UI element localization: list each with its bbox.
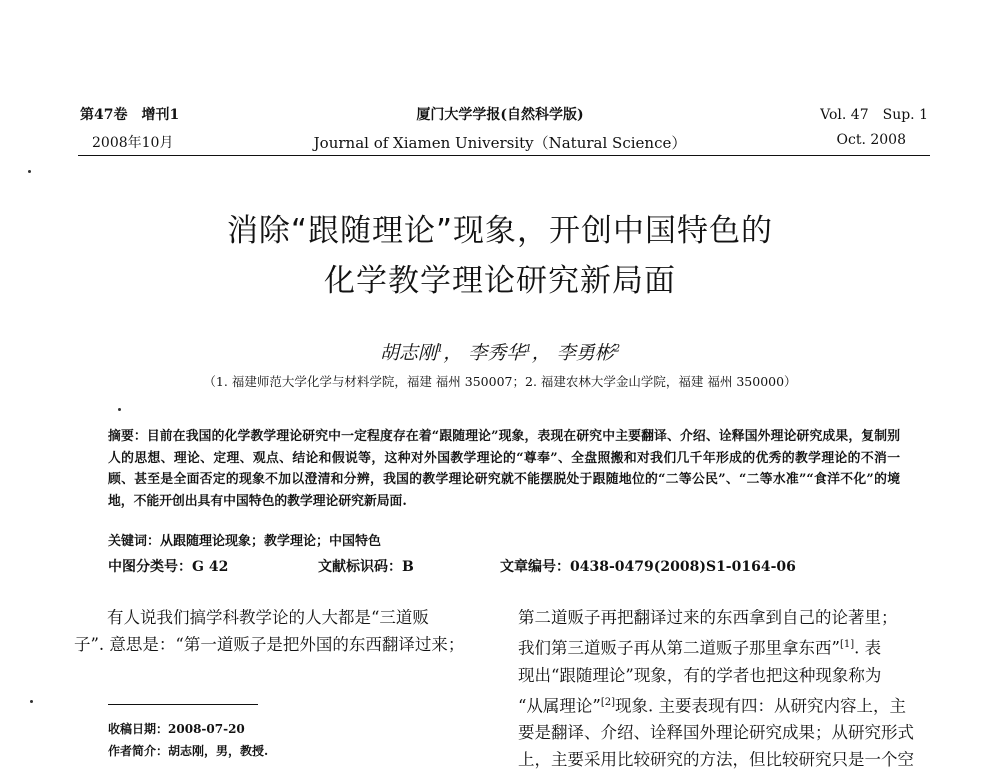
- citation: [1]: [839, 639, 855, 650]
- bio-label: 作者简介：: [108, 744, 169, 758]
- affiliations: （1. 福建师范大学化学与材料学院，福建 福州 350007；2. 福建农林大学金山学院，福建 福州 350000）: [203, 374, 797, 389]
- abstract-label: 摘要：: [108, 429, 147, 444]
- scan-speck: [28, 170, 31, 173]
- citation: [2]: [600, 696, 616, 708]
- received-label: 收稿日期：: [108, 722, 169, 736]
- header-rule: [78, 155, 930, 156]
- header-date-en: Oct. 2008: [836, 132, 906, 148]
- document-code: [318, 556, 414, 576]
- header-journal-cn: 厦门大学学报(自然科学版): [416, 107, 584, 123]
- footnote-rule: [108, 704, 258, 705]
- title-line-1: 消除“跟随理论”现象，开创中国特色的: [226, 213, 774, 249]
- author-separator: ，: [531, 342, 551, 364]
- scan-speck: [118, 408, 121, 411]
- article-number-value: 0438-0479(2008)S1-0164-06: [570, 559, 796, 575]
- author-separator: ，: [443, 342, 463, 364]
- author-affiliation-mark: 2: [613, 343, 621, 355]
- header-vol-en: Vol. 47 Sup. 1: [820, 107, 928, 123]
- clc-value: G 42: [192, 559, 229, 575]
- received-value: 2008-07-20: [168, 722, 245, 736]
- body-line: 我们第三道贩子再从第二道贩子那里拿东西”[1]. 表: [518, 638, 882, 658]
- clc-label: 中图分类号：: [108, 559, 192, 575]
- keywords: [108, 530, 381, 549]
- keywords-text: 从跟随理论现象；教学理论；中国特色: [160, 534, 382, 549]
- title-line-2: 化学教学理论研究新局面: [324, 263, 676, 299]
- keywords-label: 关键词：: [108, 534, 161, 549]
- abstract: [108, 426, 900, 512]
- footnote-received: [108, 720, 245, 737]
- doc-value: B: [402, 559, 414, 575]
- abstract-text: 目前在我国的化学教学理论研究中一定程度存在着“跟随理论”现象，表现在研究中主要翻译、介绍、诠释国外理论研究成果，复制别人的思想、理论、定理、观点、结论和假说等，这种对外国教学理论的“尊奉”、全盘照搬和对我们几千年形成的优秀的教学理论的不消一顾、甚至是全面否定的现象不加以澄清和分辨，我国的教学理论研究就不能摆脱处于跟随地位的“二等公民”、“二等水准”“食洋不化”的境地，不能开创出具有中国特色的教学理论研究新局面.: [108, 429, 900, 509]
- body-left-column: [74, 604, 464, 658]
- scan-speck: [30, 700, 33, 703]
- article-number-label: 文章编号：: [500, 559, 570, 575]
- author-name: 李秀华: [468, 342, 526, 364]
- header-volume: 第47卷 增刊1: [80, 107, 180, 123]
- author-name: 胡志刚: [379, 342, 437, 364]
- header-journal-en: Journal of Xiamen University（Natural Science）: [313, 134, 687, 152]
- bio-value: 胡志刚，男，教授.: [168, 744, 269, 758]
- body-line: 上，主要采用比较研究的方法，但比较研究只是一个空: [518, 750, 914, 769]
- authors: [0, 338, 1000, 365]
- header-date-cn: 2008年10月: [92, 135, 174, 151]
- footnote-bio: [108, 742, 268, 759]
- article-number: [500, 556, 796, 576]
- body-line: “从属理论”[2]现象. 主要表现有四：从研究内容上，主: [518, 696, 907, 715]
- body-line: 有人说我们搞学科教学论的人大都是“三道贩: [74, 608, 429, 627]
- doc-label: 文献标识码：: [318, 559, 402, 575]
- author-name: 李勇彬: [556, 342, 614, 364]
- body-line: 子”. 意思是：“第一道贩子是把外国的东西翻译过来；: [74, 635, 465, 654]
- body-right-column: [518, 604, 914, 773]
- body-line: 第二道贩子再把翻译过来的东西拿到自己的论著里；: [518, 608, 898, 627]
- author-affiliation-mark: 1: [436, 343, 444, 355]
- body-line: 现出“跟随理论”现象，有的学者也把这种现象称为: [518, 665, 882, 685]
- body-line: 要是翻译、介绍、诠释国外理论研究成果；从研究形式: [518, 723, 914, 742]
- clc-code: [108, 556, 228, 576]
- author-affiliation-mark: 1: [525, 343, 532, 355]
